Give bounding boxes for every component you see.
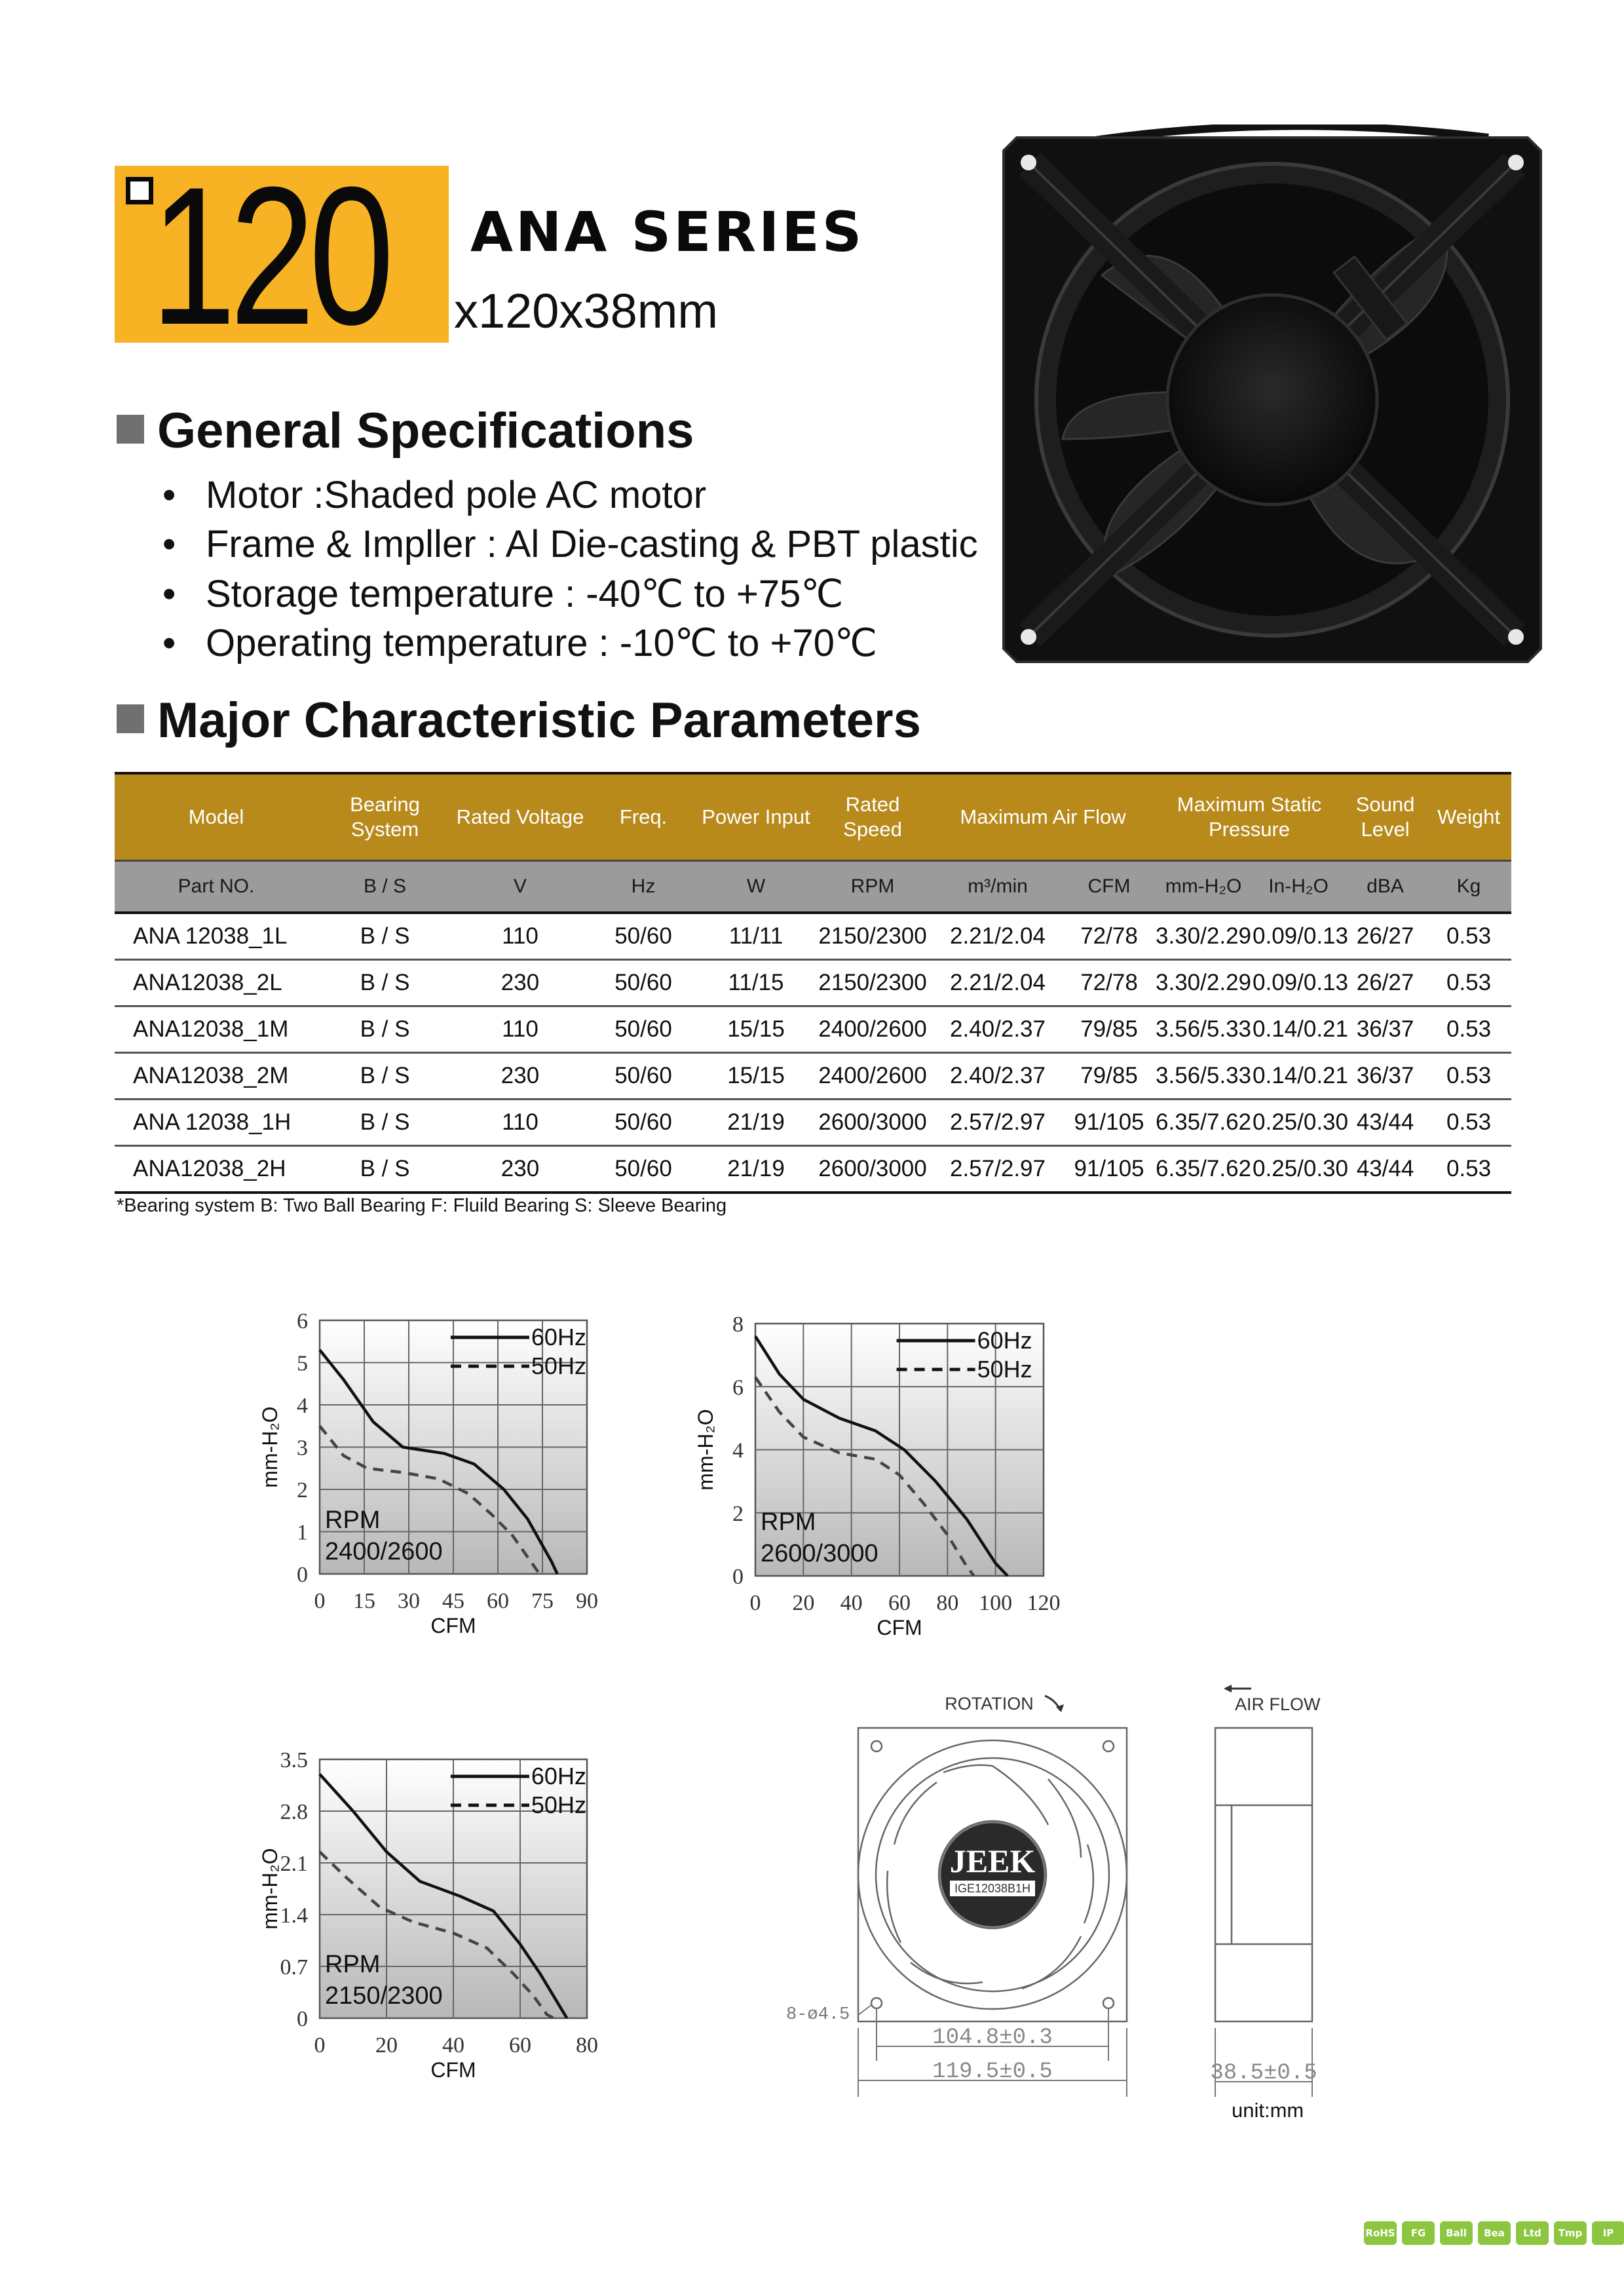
value-cell: 50/60 [588, 960, 698, 1006]
header-row [115, 773, 1511, 861]
dimensions: x120x38mm [454, 284, 719, 338]
spec-item-text: Frame & Impller : Al Die-casting & PBT plastic [206, 523, 978, 565]
value-cell: 79/85 [1064, 1006, 1154, 1053]
legend-label: 50Hz [531, 1791, 586, 1818]
model-cell: ANA12038_2L [115, 960, 318, 1006]
unit-speed: RPM [814, 861, 932, 913]
value-cell: 15/15 [698, 1006, 814, 1053]
value-cell: 2.21/2.04 [932, 913, 1064, 960]
y-tick-label: 0.7 [280, 1955, 308, 1980]
value-cell: B / S [318, 1006, 452, 1053]
rpm-annotation: 2600/3000 [761, 1540, 878, 1567]
value-cell: 0.25/0.30 [1253, 1146, 1344, 1193]
rpm-annotation: RPM [761, 1508, 816, 1536]
spec-item: • Operating temperature : -10℃ to +70℃ [162, 622, 877, 664]
value-cell: 72/78 [1064, 960, 1154, 1006]
spec-item-text: Operating temperature : -10℃ to +70℃ [206, 622, 877, 664]
performance-chart-l [236, 1746, 616, 2113]
y-tick-label: 0 [732, 1565, 744, 1589]
value-cell: 0.25/0.30 [1253, 1100, 1344, 1146]
x-tick-label: 20 [375, 2033, 398, 2057]
y-tick-label: 2 [297, 1478, 308, 1502]
y-axis-label: mm-H₂O [258, 1406, 282, 1488]
x-tick-label: 0 [749, 1591, 761, 1615]
value-cell: 2.57/2.97 [932, 1146, 1064, 1193]
value-cell: B / S [318, 1100, 452, 1146]
value-cell: 36/37 [1344, 1006, 1426, 1053]
value-cell: 6.35/7.62 [1154, 1146, 1253, 1193]
legend-label: 60Hz [531, 1324, 586, 1350]
rpm-annotation: 2150/2300 [325, 1982, 443, 2010]
value-cell: 0.53 [1426, 1100, 1511, 1146]
certification-badge: Tmp [1554, 2221, 1587, 2245]
spec-item: • Frame & Impller : Al Die-casting & PBT plastic [162, 523, 978, 565]
value-cell: 36/37 [1344, 1053, 1426, 1100]
value-cell: 11/15 [698, 960, 814, 1006]
series-title: ANA SERIES [470, 200, 865, 264]
unit-flow-cfm: CFM [1064, 861, 1154, 913]
certification-badge: IP [1592, 2221, 1624, 2245]
x-tick-label: 60 [509, 2033, 531, 2057]
size-code: 120 [151, 145, 388, 366]
section-square-icon [117, 415, 144, 444]
x-tick-label: 40 [840, 1591, 863, 1615]
model-cell: ANA12038_2H [115, 1146, 318, 1193]
bearing-note: *Bearing system B: Two Ball Bearing F: Fluild Bearing S: Sleeve Bearing [117, 1195, 727, 1216]
rpm-annotation: 2400/2600 [325, 1538, 443, 1565]
table-row [115, 913, 1511, 960]
value-cell: 50/60 [588, 1006, 698, 1053]
col-speed: Rated Speed [814, 773, 932, 861]
x-axis-label: CFM [877, 1616, 922, 1639]
value-cell: 0.53 [1426, 1006, 1511, 1053]
model-cell: ANA12038_2M [115, 1053, 318, 1100]
value-cell: 91/105 [1064, 1146, 1154, 1193]
params-title: Major Characteristic Parameters [157, 693, 921, 748]
unit-row [115, 861, 1511, 913]
depth-dimension: 38.5±0.5 [1210, 2061, 1317, 2086]
value-cell: 26/27 [1344, 913, 1426, 960]
unit-model: Part NO. [115, 861, 318, 913]
value-cell: 50/60 [588, 1053, 698, 1100]
y-tick-label: 1 [297, 1520, 308, 1545]
y-tick-label: 6 [297, 1309, 308, 1333]
x-tick-label: 90 [576, 1589, 598, 1613]
brand-logo: JEEK [949, 1843, 1036, 1879]
value-cell: 3.56/5.33 [1154, 1053, 1253, 1100]
unit-weight: Kg [1426, 861, 1511, 913]
certification-badge: Ball [1440, 2221, 1473, 2245]
square-icon [126, 177, 153, 204]
value-cell: 21/19 [698, 1100, 814, 1146]
value-cell: 2.57/2.97 [932, 1100, 1064, 1146]
rotation-label: ROTATION [945, 1694, 1034, 1713]
unit-label: unit:mm [1232, 2099, 1304, 2122]
spec-item-text: Motor :Shaded pole AC motor [206, 474, 707, 516]
y-tick-label: 4 [732, 1438, 744, 1463]
performance-chart-m [236, 1301, 616, 1655]
value-cell: 2150/2300 [814, 960, 932, 1006]
value-cell: B / S [318, 1146, 452, 1193]
y-tick-label: 6 [732, 1375, 744, 1400]
unit-voltage: V [452, 861, 588, 913]
y-tick-label: 4 [297, 1394, 308, 1418]
spec-item-text: Storage temperature : -40℃ to +75℃ [206, 573, 844, 615]
inner-dimension: 104.8±0.3 [932, 2025, 1053, 2050]
model-cell: ANA 12038_1H [115, 1100, 318, 1146]
legend-label: 50Hz [531, 1352, 586, 1379]
rpm-annotation: RPM [325, 1951, 381, 1978]
certification-badge: RoHS [1364, 2221, 1397, 2245]
unit-freq: Hz [588, 861, 698, 913]
x-tick-label: 30 [398, 1589, 420, 1613]
value-cell: 230 [452, 1146, 588, 1193]
x-axis-label: CFM [430, 1614, 476, 1637]
spec-item: • Motor :Shaded pole AC motor [162, 474, 707, 516]
x-tick-label: 80 [936, 1591, 959, 1615]
value-cell: 2400/2600 [814, 1053, 932, 1100]
spec-table [115, 772, 1511, 1194]
col-voltage: Rated Voltage [452, 773, 588, 861]
value-cell: 72/78 [1064, 913, 1154, 960]
value-cell: 3.30/2.29 [1154, 960, 1253, 1006]
value-cell: 2400/2600 [814, 1006, 932, 1053]
y-tick-label: 1.4 [280, 1904, 308, 1928]
x-tick-label: 0 [314, 2033, 326, 2057]
y-tick-label: 3.5 [280, 1748, 308, 1772]
value-cell: 2.21/2.04 [932, 960, 1064, 1006]
certification-badge: Ltd [1516, 2221, 1549, 2245]
unit-press-in: In-H₂O [1253, 861, 1344, 913]
value-cell: 0.14/0.21 [1253, 1006, 1344, 1053]
certification-badge: FG [1402, 2221, 1435, 2245]
x-tick-label: 60 [888, 1591, 911, 1615]
dimension-drawing [773, 1674, 1624, 2133]
value-cell: 2600/3000 [814, 1100, 932, 1146]
spec-item: • Storage temperature : -40℃ to +75℃ [162, 573, 844, 615]
value-cell: 79/85 [1064, 1053, 1154, 1100]
value-cell: 15/15 [698, 1053, 814, 1100]
value-cell: 2.40/2.37 [932, 1006, 1064, 1053]
col-bearing: Bearing System [318, 773, 452, 861]
value-cell: 110 [452, 1006, 588, 1053]
airflow-label: AIR FLOW [1235, 1694, 1321, 1714]
col-power: Power Input [698, 773, 814, 861]
legend-label: 60Hz [531, 1763, 586, 1789]
table-row [115, 960, 1511, 1006]
value-cell: 50/60 [588, 1146, 698, 1193]
certification-badge: Bea [1478, 2221, 1511, 2245]
value-cell: 110 [452, 913, 588, 960]
y-tick-label: 8 [732, 1312, 744, 1337]
col-airflow: Maximum Air Flow [932, 773, 1154, 861]
y-tick-label: 3 [297, 1436, 308, 1461]
rpm-annotation: RPM [325, 1506, 381, 1534]
table-row [115, 1053, 1511, 1100]
value-cell: 50/60 [588, 913, 698, 960]
y-tick-label: 0 [297, 2007, 308, 2031]
y-axis-label: mm-H₂O [258, 1848, 282, 1930]
legend-label: 50Hz [977, 1356, 1032, 1383]
value-cell: B / S [318, 913, 452, 960]
col-sound: Sound Level [1344, 773, 1426, 861]
hole-dimension: 8-ø4.5 [786, 2005, 850, 2025]
unit-bearing: B / S [318, 861, 452, 913]
value-cell: 26/27 [1344, 960, 1426, 1006]
unit-flow-m3: m³/min [932, 861, 1064, 913]
y-axis-label: mm-H₂O [694, 1409, 717, 1491]
y-tick-label: 2.8 [280, 1800, 308, 1824]
table-row [115, 1100, 1511, 1146]
value-cell: 21/19 [698, 1146, 814, 1193]
value-cell: 11/11 [698, 913, 814, 960]
y-tick-label: 2 [732, 1501, 744, 1526]
table-row [115, 1146, 1511, 1193]
value-cell: 0.09/0.13 [1253, 913, 1344, 960]
y-tick-label: 0 [297, 1563, 308, 1587]
x-axis-label: CFM [430, 2058, 476, 2082]
fan-photo [991, 124, 1554, 668]
outer-dimension: 119.5±0.5 [932, 2059, 1053, 2084]
col-freq: Freq. [588, 773, 698, 861]
value-cell: 230 [452, 1053, 588, 1100]
value-cell: 50/60 [588, 1100, 698, 1146]
x-tick-label: 120 [1027, 1591, 1061, 1615]
unit-power: W [698, 861, 814, 913]
value-cell: 0.09/0.13 [1253, 960, 1344, 1006]
value-cell: 91/105 [1064, 1100, 1154, 1146]
value-cell: 230 [452, 960, 588, 1006]
x-tick-label: 75 [531, 1589, 554, 1613]
y-tick-label: 2.1 [280, 1852, 308, 1876]
col-weight: Weight [1426, 773, 1511, 861]
value-cell: 3.56/5.33 [1154, 1006, 1253, 1053]
model-mark: IGE12038B1H [954, 1882, 1031, 1895]
x-tick-label: 60 [487, 1589, 509, 1613]
x-tick-label: 0 [314, 1589, 326, 1613]
value-cell: 0.53 [1426, 1146, 1511, 1193]
table-row [115, 1006, 1511, 1053]
y-tick-label: 5 [297, 1351, 308, 1376]
general-spec-title: General Specifications [157, 403, 694, 459]
model-cell: ANA12038_1M [115, 1006, 318, 1053]
value-cell: 0.53 [1426, 1053, 1511, 1100]
col-pressure: Maximum Static Pressure [1154, 773, 1344, 861]
x-tick-label: 20 [792, 1591, 815, 1615]
performance-chart-h [671, 1301, 1065, 1655]
value-cell: 0.53 [1426, 913, 1511, 960]
value-cell: B / S [318, 1053, 452, 1100]
x-tick-label: 45 [442, 1589, 464, 1613]
col-model: Model [115, 773, 318, 861]
value-cell: 43/44 [1344, 1146, 1426, 1193]
x-tick-label: 15 [353, 1589, 375, 1613]
value-cell: 2150/2300 [814, 913, 932, 960]
value-cell: 2.40/2.37 [932, 1053, 1064, 1100]
legend-label: 60Hz [977, 1327, 1032, 1354]
x-tick-label: 40 [442, 2033, 464, 2057]
value-cell: 0.14/0.21 [1253, 1053, 1344, 1100]
value-cell: 43/44 [1344, 1100, 1426, 1146]
value-cell: 0.53 [1426, 960, 1511, 1006]
value-cell: 2600/3000 [814, 1146, 932, 1193]
unit-sound: dBA [1344, 861, 1426, 913]
model-cell: ANA 12038_1L [115, 913, 318, 960]
value-cell: 6.35/7.62 [1154, 1100, 1253, 1146]
certification-badges [1364, 2221, 1624, 2245]
x-tick-label: 80 [576, 2033, 598, 2057]
value-cell: B / S [318, 960, 452, 1006]
section-square-icon [117, 704, 144, 733]
x-tick-label: 100 [979, 1591, 1013, 1615]
value-cell: 3.30/2.29 [1154, 913, 1253, 960]
value-cell: 110 [452, 1100, 588, 1146]
unit-press-mm: mm-H₂O [1154, 861, 1253, 913]
